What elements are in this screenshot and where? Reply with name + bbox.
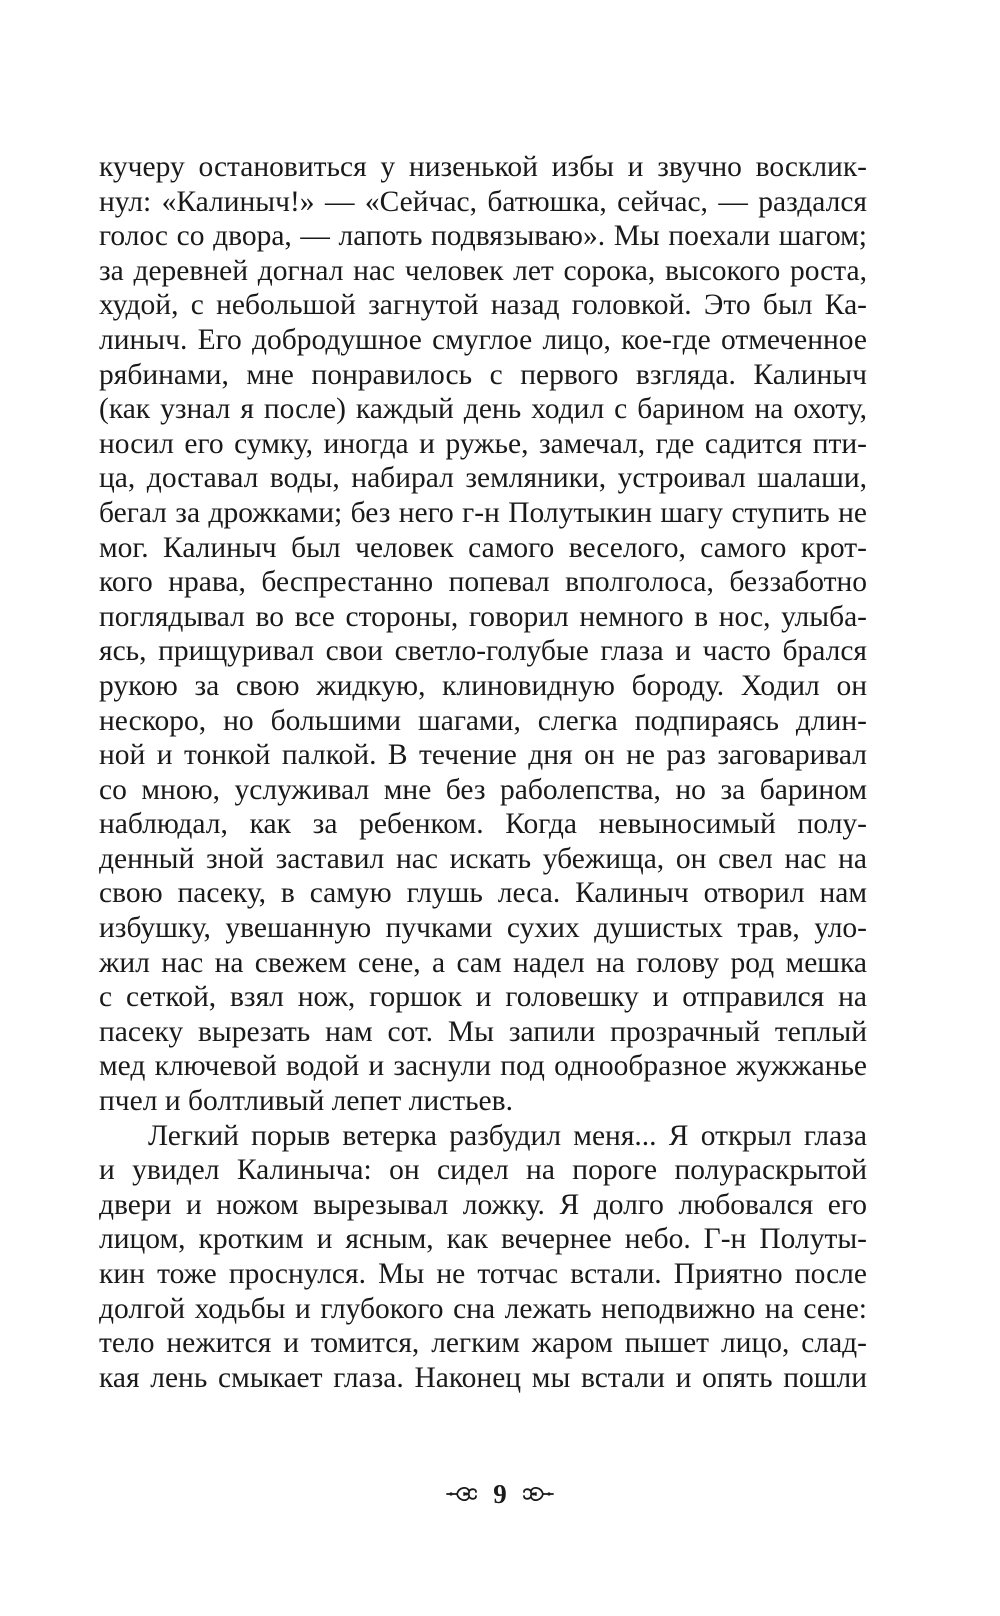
text-line: худой, с небольшой загнутой назад головкой. Это был Ка- bbox=[99, 289, 867, 322]
page-footer bbox=[0, 1477, 1000, 1511]
text-line: ца, доставал воды, набирал земляники, устроивал шалаши, bbox=[99, 462, 867, 495]
text-line: лицом, кротким и ясным, как вечернее небо. Г-н Полуты- bbox=[99, 1223, 867, 1256]
text-line: наблюдал, как за ребенком. Когда невыносимый полу- bbox=[99, 808, 867, 841]
text-line: пасеку вырезать нам сот. Мы запили прозрачный теплый bbox=[99, 1015, 867, 1048]
page-number: 9 bbox=[493, 1479, 507, 1509]
text-line: двери и ножом вырезывал ложку. Я долго любовался его bbox=[99, 1188, 867, 1221]
flourish-ornament-icon bbox=[445, 1483, 479, 1505]
text-line: пчел и болтливый лепет листьев. bbox=[99, 1085, 513, 1118]
paragraph-1 bbox=[99, 150, 867, 1119]
text-line: со мною, услуживал мне без раболепства, но за барином bbox=[99, 773, 867, 806]
text-line: мог. Калиныч был человек самого веселого, самого крот- bbox=[99, 531, 867, 564]
text-line: носил его сумку, иногда и ружье, замечал, где садится пти- bbox=[99, 427, 867, 460]
text-line: за деревней догнал нас человек лет сорока, высокого роста, bbox=[99, 254, 867, 287]
text-line: поглядывал во все стороны, говорил немного в нос, улыба- bbox=[99, 600, 867, 633]
text-line: жил нас на свежем сене, а сам надел на голову род мешка bbox=[99, 946, 867, 979]
text-line: голос со двора, — лапоть подвязываю». Мы поехали шагом; bbox=[99, 220, 867, 253]
text-line: свою пасеку, в самую глушь леса. Калиныч отворил нам bbox=[99, 877, 867, 910]
text-line: нул: «Калиныч!» — «Сейчас, батюшка, сейчас, — раздался bbox=[99, 185, 867, 218]
text-line: рябинами, мне понравилось с первого взгляда. Калиныч bbox=[99, 358, 867, 391]
text-line: кин тоже проснулся. Мы не тотчас встали. Приятно после bbox=[99, 1258, 867, 1290]
paragraph-2 bbox=[99, 1119, 867, 1396]
text-line: кого нрава, беспрестанно попевал вполголоса, беззаботно bbox=[99, 566, 867, 599]
text-line: денный зной заставил нас искать убежища, он свел нас на bbox=[99, 842, 867, 875]
body-text bbox=[99, 150, 867, 1395]
text-line: ной и тонкой палкой. В течение дня он не раз заговаривал bbox=[99, 739, 867, 772]
text-line: кучеру остановиться у низенькой избы и звучно восклик- bbox=[99, 151, 867, 183]
text-line: избушку, увешанную пучками сухих душистых трав, уло- bbox=[99, 912, 867, 945]
text-line: (как узнал я после) каждый день ходил с барином на охоту, bbox=[99, 393, 867, 426]
flourish-ornament-icon bbox=[521, 1483, 555, 1505]
text-line: нескоро, но большими шагами, слегка подпираясь длин- bbox=[99, 704, 867, 737]
text-line: тело нежится и томится, легким жаром пышет лицо, слад- bbox=[99, 1327, 867, 1360]
text-line: долгой ходьбы и глубокого сна лежать неподвижно на сене: bbox=[99, 1292, 867, 1325]
text-line: Легкий порыв ветерка разбудил меня... Я открыл глаза bbox=[148, 1119, 867, 1152]
text-line: мед ключевой водой и заснули под однообразное жужжанье bbox=[99, 1050, 867, 1083]
text-line: линыч. Его добродушное смуглое лицо, кое-где отмеченное bbox=[99, 323, 867, 356]
text-line: с сеткой, взял нож, горшок и головешку и отправился на bbox=[99, 981, 867, 1014]
text-line: рукою за свою жидкую, клиновидную бороду. Ходил он bbox=[99, 669, 867, 702]
text-line: кая лень смыкает глаза. Наконец мы встали и опять пошли bbox=[99, 1361, 867, 1394]
text-line: и увидел Калиныча: он сидел на пороге полураскрытой bbox=[99, 1154, 867, 1187]
text-line: бегал за дрожками; без него г-н Полутыкин шагу ступить не bbox=[99, 496, 867, 529]
text-line: ясь, прищуривал свои светло-голубые глаза и часто брался bbox=[99, 635, 867, 668]
